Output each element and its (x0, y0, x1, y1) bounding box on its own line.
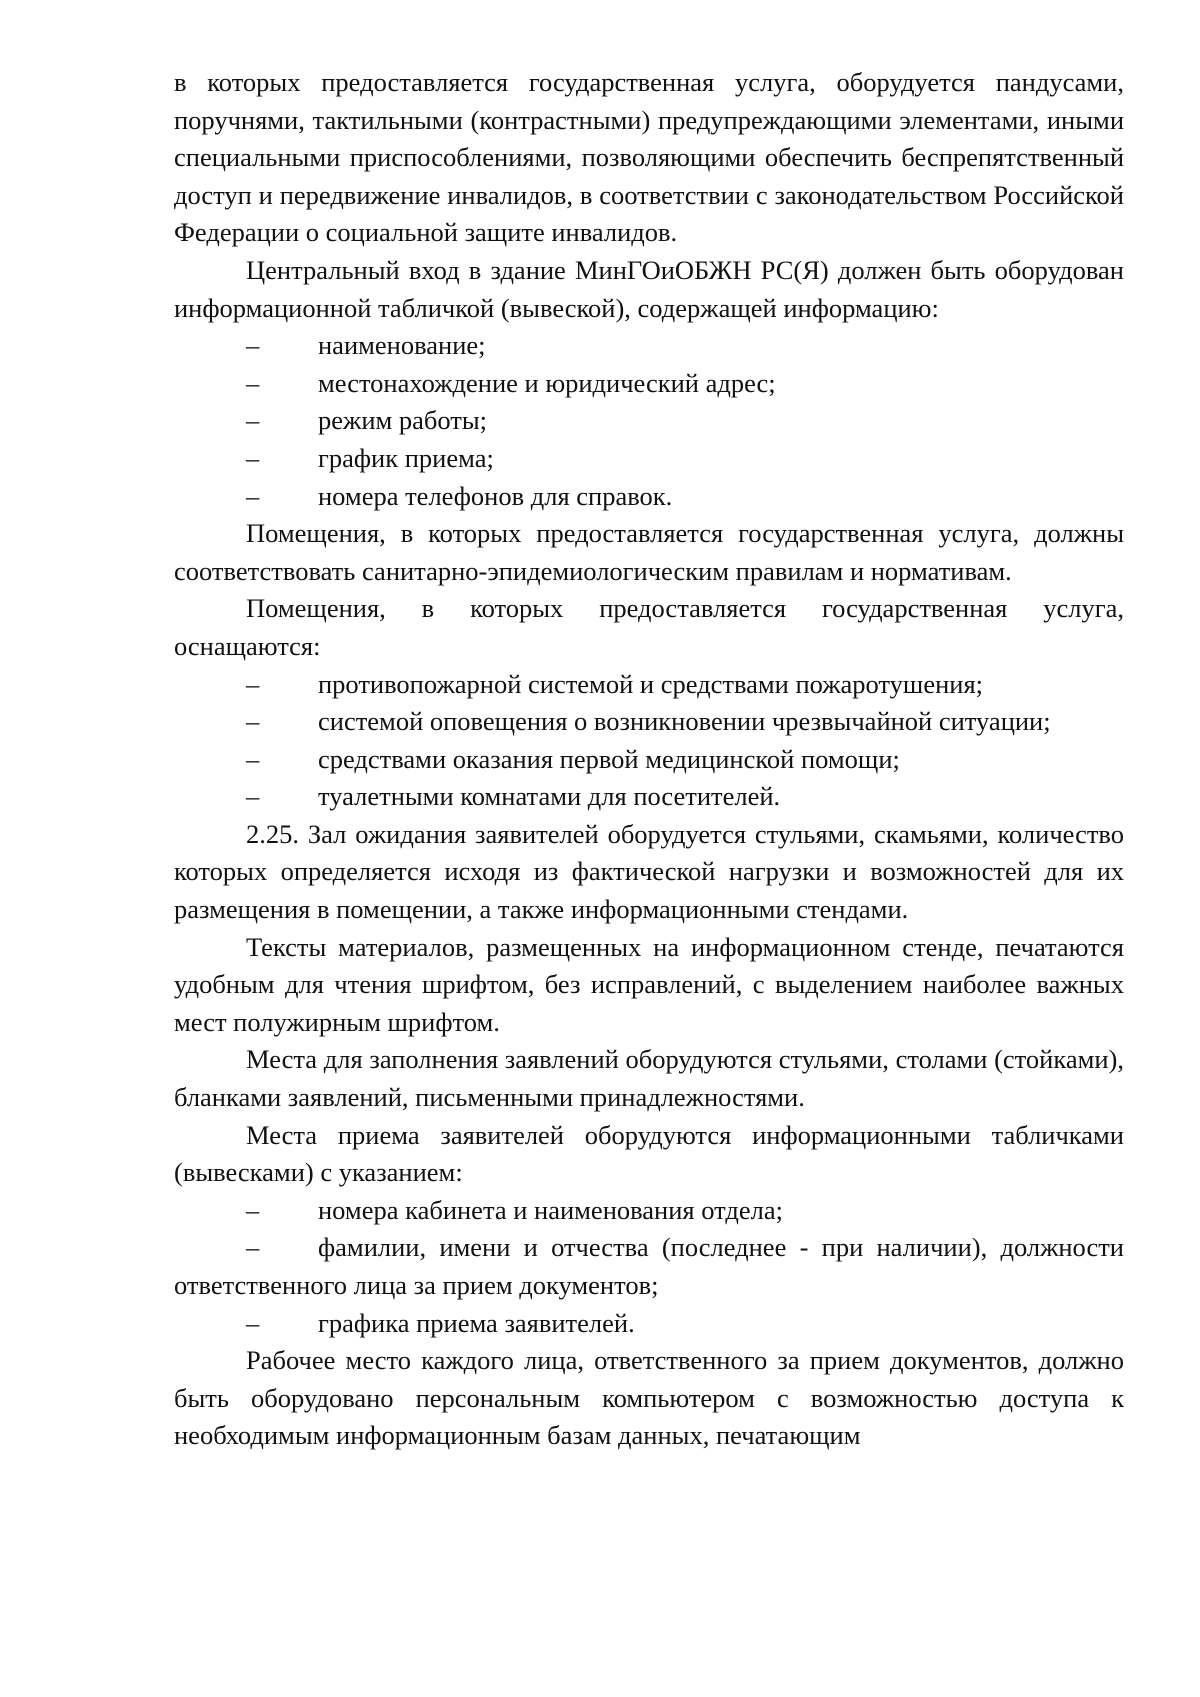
list-dash: – (246, 330, 260, 361)
list-item-text: системой оповещения о возникновении чрезвычайной ситуации; (318, 706, 1051, 737)
list-item (174, 402, 1124, 440)
paragraph: Места приема заявителей оборудуются информационными табличками (вывесками) с указанием: (174, 1119, 1124, 1188)
list-item-text: номера телефонов для справок. (318, 480, 673, 511)
paragraph: в которых предоставляется государственная услуга, оборудуется пандусами, поручнями, тактильными (контрастными) предупреждающими элементами, иными специальными приспособлениями, позволяющими обеспечить беспрепятственный доступ и передвижение инвалидов, в соответствии с законодательством Российской Федерации о социальной защите инвалидов. (174, 67, 1124, 248)
list-item (174, 365, 1124, 403)
paragraph: Помещения, в которых предоставляется государственная услуга, должны соответствовать санитарно-эпидемиологическим правилам и нормативам. (174, 518, 1124, 586)
list-dash: – (246, 405, 260, 436)
list-dash: – (246, 743, 260, 774)
list-item (174, 1229, 1124, 1304)
list-item (174, 1192, 1124, 1230)
list-item (174, 703, 1124, 741)
list-item-text: графика приема заявителей. (318, 1307, 635, 1338)
list-dash: – (246, 1307, 260, 1338)
paragraph: Центральный вход в здание МинГОиОБЖН РС(Я) должен быть оборудован информационной табличкой (вывеской), содержащей информацию: (174, 254, 1124, 323)
list-item-text: режим работы; (318, 405, 488, 436)
paragraph: 2.25. Зал ожидания заявителей оборудуется стульями, скамьями, количество которых определяется исходя из фактической нагрузки и возможностей для их размещения в помещении, а также информационными стендами. (174, 818, 1124, 925)
paragraph: Помещения, в которых предоставляется государственная услуга, оснащаются: (174, 593, 1124, 661)
paragraph: Места для заполнения заявлений оборудуются стульями, столами (стойками), бланками заявлений, письменными принадлежностями. (174, 1044, 1124, 1113)
list-dash: – (246, 367, 260, 398)
paragraph: Рабочее место каждого лица, ответственного за прием документов, должно быть оборудовано персональным компьютером с возможностью доступа к необходимым информационным базам данных, печатающим (174, 1345, 1124, 1451)
list-item-text: график приема; (318, 442, 494, 473)
list-item-text: номера кабинета и наименования отдела; (318, 1194, 783, 1225)
list-dash: – (246, 781, 260, 812)
list-item-text: противопожарной системой и средствами пожаротушения; (318, 668, 983, 699)
list-item-text: фамилии, имени и отчества (последнее - при наличии), должности ответственного лица за прием документов; (174, 1232, 1124, 1300)
paragraph: Тексты материалов, размещенных на информационном стенде, печатаются удобным для чтения шрифтом, без исправлений, с выделением наиболее важных мест полужирным шрифтом. (174, 931, 1124, 1037)
list-item-text: наименование; (318, 330, 486, 361)
list-item (174, 1305, 1124, 1343)
list-item-text: туалетными комнатами для посетителей. (318, 781, 781, 812)
list-item (174, 440, 1124, 478)
document-page (174, 64, 1124, 1455)
list-item (174, 327, 1124, 365)
list-item-text: местонахождение и юридический адрес; (318, 367, 776, 398)
list-item-text: средствами оказания первой медицинской помощи; (318, 743, 900, 774)
list-item (174, 666, 1124, 704)
list-dash: – (246, 706, 260, 737)
list-dash: – (246, 668, 260, 699)
list-dash: – (246, 442, 260, 473)
list-dash: – (246, 1232, 260, 1263)
list-item (174, 478, 1124, 516)
list-item (174, 778, 1124, 816)
list-dash: – (246, 480, 260, 511)
list-dash: – (246, 1194, 260, 1225)
list-item (174, 741, 1124, 779)
